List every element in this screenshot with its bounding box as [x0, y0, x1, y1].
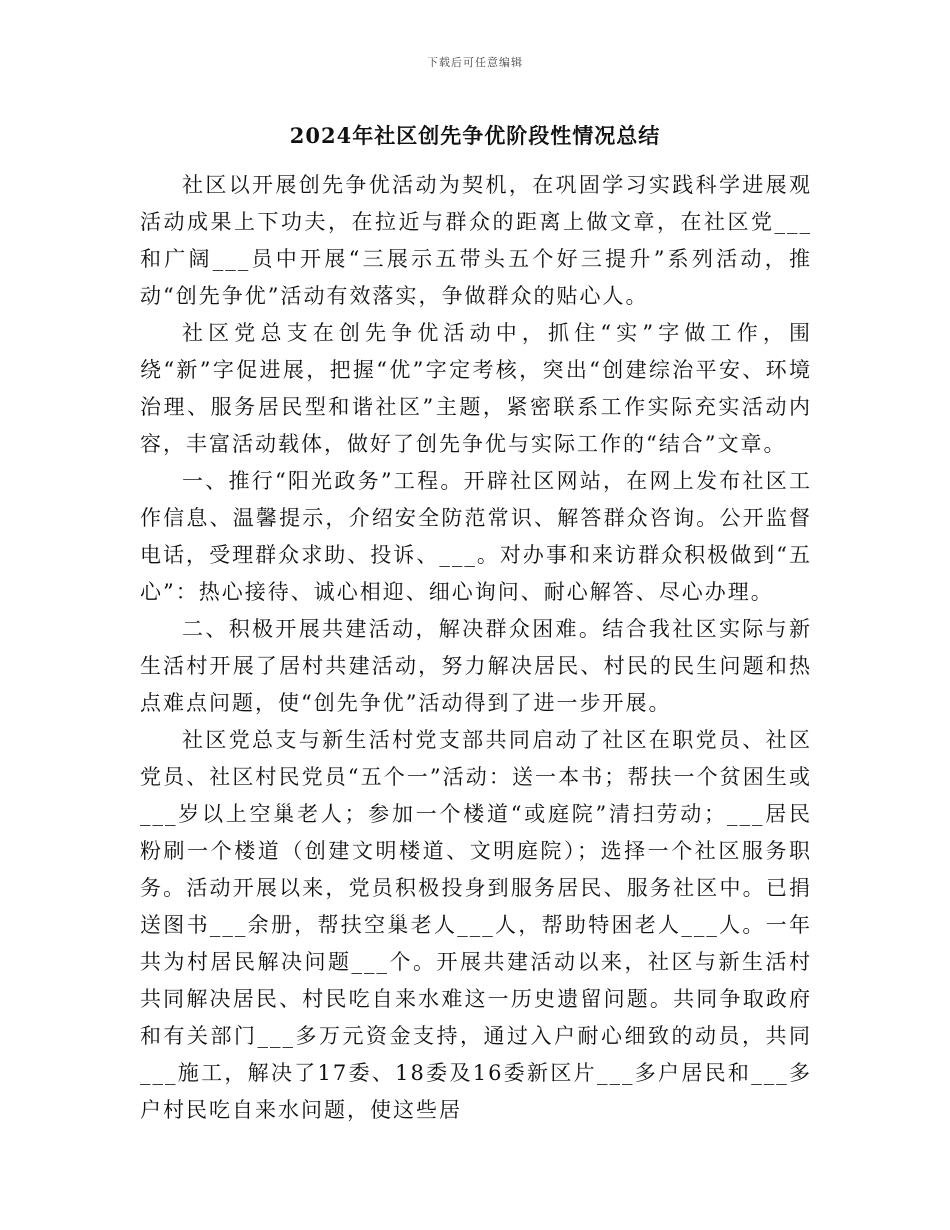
paragraph: 一、推行“阳光政务”工程。开辟社区网站，在网上发布社区工作信息、温馨提示，介绍安全防范常识、解答群众咨询。公开监督电话，受理群众求助、投诉、___。对办事和来访群众积极做到“五心”：热心接待、诚心相迎、细心询问、耐心解答、尽心办理。	[140, 469, 812, 604]
paragraph: 社区党总支在创先争优活动中，抓住“实”字做工作，围绕“新”字促进展，把握“优”字定考核，突出“创建综治平安、环境治理、服务居民型和谐社区”主题，紧密联系工作实际充实活动内容，丰富活动载体，做好了创先争优与实际工作的“结合”文章。	[140, 321, 812, 456]
paragraph: 二、积极开展共建活动，解决群众困难。结合我社区实际与新生活村开展了居村共建活动，努力解决居民、村民的民生问题和热点难点问题，使“创先争优”活动得到了进一步开展。	[140, 617, 812, 715]
paragraph: 社区以开展创先争优活动为契机，在巩固学习实践科学进展观活动成果上下功夫，在拉近与群众的距离上做文章，在社区党___和广阔___员中开展“三展示五带头五个好三提升”系列活动，推动“创先争优”活动有效落实，争做群众的贴心人。	[140, 173, 812, 308]
header-note: 下载后可任意编辑	[427, 56, 523, 69]
document-title: 2024年社区创先争优阶段性情况总结	[289, 123, 661, 148]
paragraph: 社区党总支与新生活村党支部共同启动了社区在职党员、社区党员、社区村民党员“五个一”活动：送一本书；帮扶一个贫困生或___岁以上空巢老人；参加一个楼道“或庭院”清扫劳动；___居民粉刷一个楼道（创建文明楼道、文明庭院）；选择一个社区服务职务。活动开展以来，党员积极投身到服务居民、服务社区中。已捐送图书___余册，帮扶空巢老人___人，帮助特困老人___人。一年共为村居民解决问题___个。开展共建活动以来，社区与新生活村共同解决居民、村民吃自来水难这一历史遗留问题。共同争取政府和有关部门___多万元资金支持，通过入户耐心细致的动员，共同___施工，解决了17委、18委及16委新区片___多户居民和___多户村民吃自来水问题，使这些居	[140, 728, 812, 1122]
document-body	[140, 167, 812, 1129]
